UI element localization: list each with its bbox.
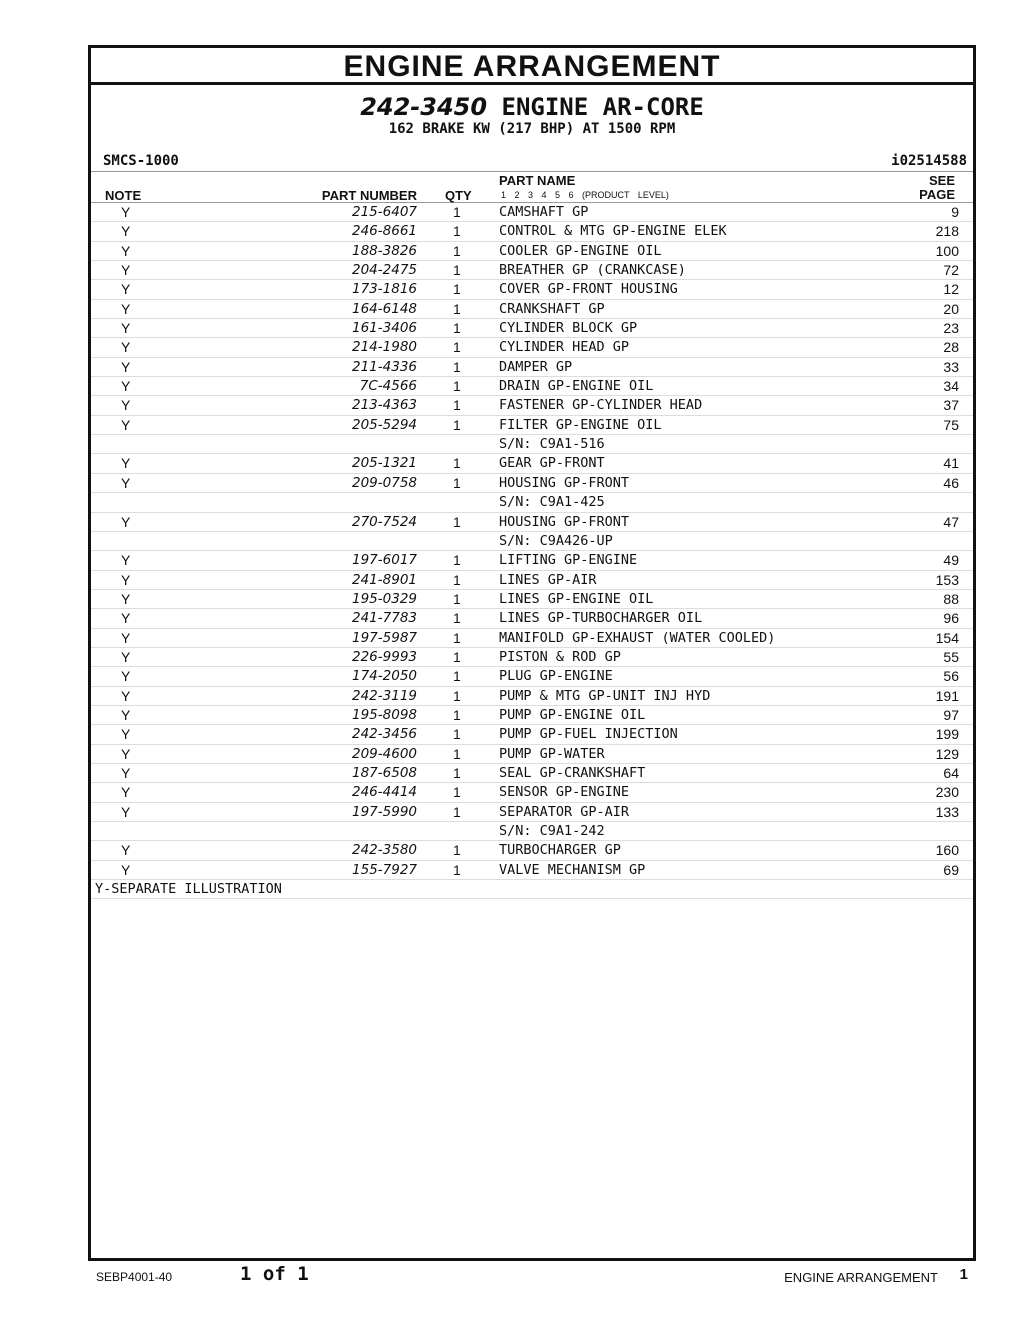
row-note: Y: [121, 726, 131, 743]
row-part-name: PUMP & MTG GP-UNIT INJ HYD: [499, 687, 711, 704]
row-see-page: 97: [943, 706, 959, 723]
table-row: [91, 590, 973, 609]
row-qty: 1: [453, 764, 461, 781]
row-note: Y: [121, 378, 131, 395]
row-part-number: 214-1980: [352, 339, 417, 356]
row-qty: 1: [453, 397, 461, 414]
footnote: Y-SEPARATE ILLUSTRATION: [95, 881, 282, 898]
row-part-number: 241-7783: [352, 610, 417, 627]
table-row: [91, 861, 973, 880]
table-row: [91, 822, 973, 841]
row-part-name: LINES GP-AIR: [499, 571, 597, 588]
header-note: NOTE: [105, 188, 142, 203]
row-qty: 1: [453, 803, 461, 820]
row-note: Y: [121, 590, 131, 607]
parts-table: [91, 203, 973, 880]
table-row: [91, 396, 973, 415]
row-note: Y: [121, 339, 131, 356]
row-part-number: 241-8901: [352, 571, 417, 588]
row-part-number: 174-2050: [352, 668, 417, 685]
row-see-page: 55: [943, 648, 959, 665]
row-note: Y: [121, 842, 131, 859]
row-see-page: 96: [943, 610, 959, 627]
row-part-number: 215-6407: [352, 204, 417, 220]
table-row: [91, 609, 973, 628]
row-part-number: 164-6148: [352, 300, 417, 317]
row-note: Y: [121, 397, 131, 414]
row-note: Y: [121, 300, 131, 317]
row-note: Y: [121, 552, 131, 569]
header-page: PAGE: [919, 187, 955, 202]
row-see-page: 12: [943, 281, 959, 298]
row-qty: 1: [453, 706, 461, 723]
row-part-name: SEPARATOR GP-AIR: [499, 803, 630, 820]
row-note: Y: [121, 358, 131, 375]
row-qty: 1: [453, 648, 461, 665]
row-note: Y: [121, 668, 131, 685]
table-row: [91, 783, 973, 802]
row-qty: 1: [453, 687, 461, 704]
table-row: [91, 203, 973, 222]
column-headers: [91, 172, 973, 203]
header-product-levels: 1 2 3 4 5 6 (PRODUCT LEVEL): [501, 190, 669, 200]
smcs-code: SMCS-1000: [103, 153, 179, 169]
row-note: Y: [121, 455, 131, 472]
table-row: [91, 222, 973, 241]
row-see-page: 129: [935, 745, 959, 762]
footer-doc-number: SEBP4001-40: [96, 1270, 173, 1284]
row-see-page: 28: [943, 339, 959, 356]
row-qty: 1: [453, 842, 461, 859]
row-part-name: LIFTING GP-ENGINE: [499, 552, 638, 569]
row-qty: 1: [453, 339, 461, 356]
row-part-name: HOUSING GP-FRONT: [499, 513, 630, 530]
row-see-page: 33: [943, 358, 959, 375]
row-qty: 1: [453, 300, 461, 317]
row-qty: 1: [453, 784, 461, 801]
row-qty: 1: [453, 745, 461, 762]
row-note: Y: [121, 204, 131, 220]
header-see: SEE: [928, 173, 955, 188]
row-note: Y: [121, 629, 131, 646]
footnote-row: [91, 880, 973, 899]
row-part-number: 161-3406: [352, 320, 417, 337]
row-part-number: 173-1816: [352, 281, 417, 298]
row-qty: 1: [453, 610, 461, 627]
row-see-page: 133: [935, 803, 959, 820]
row-see-page: 34: [943, 378, 959, 395]
row-part-name: PUMP GP-WATER: [499, 745, 605, 762]
row-part-number: 195-8098: [352, 706, 417, 723]
row-part-name: DAMPER GP: [499, 358, 573, 375]
table-row: [91, 454, 973, 473]
assembly-title: [91, 93, 973, 121]
row-qty: 1: [453, 455, 461, 472]
row-note: Y: [121, 242, 131, 259]
table-row: [91, 532, 973, 551]
row-part-name: LINES GP-TURBOCHARGER OIL: [499, 610, 703, 627]
row-see-page: 49: [943, 552, 959, 569]
footer-page-number: 1: [959, 1266, 968, 1283]
row-part-name: SEAL GP-CRANKSHAFT: [499, 764, 646, 781]
row-part-number: 246-8661: [352, 223, 417, 240]
row-qty: 1: [453, 223, 461, 240]
row-part-number: 188-3826: [352, 242, 417, 259]
row-part-number: 242-3456: [352, 726, 417, 743]
row-part-name: SENSOR GP-ENGINE: [499, 784, 630, 801]
table-row: [91, 725, 973, 744]
row-note: Y: [121, 223, 131, 240]
row-part-name: COOLER GP-ENGINE OIL: [499, 242, 662, 259]
row-part-name: S/N: C9A426-UP: [499, 532, 613, 549]
table-row: [91, 435, 973, 454]
row-part-name: TURBOCHARGER GP: [499, 842, 621, 859]
row-note: Y: [121, 281, 131, 298]
row-note: Y: [121, 803, 131, 820]
row-see-page: 75: [943, 416, 959, 433]
table-row: [91, 300, 973, 319]
row-note: Y: [121, 513, 131, 530]
table-row: [91, 513, 973, 532]
row-part-name: PUMP GP-ENGINE OIL: [499, 706, 646, 723]
row-qty: 1: [453, 378, 461, 395]
row-part-name: CRANKSHAFT GP: [499, 300, 605, 317]
row-qty: 1: [453, 320, 461, 337]
footer-section: ENGINE ARRANGEMENT: [784, 1270, 938, 1285]
row-part-name: CAMSHAFT GP: [499, 204, 589, 220]
row-part-name: MANIFOLD GP-EXHAUST (WATER COOLED): [499, 629, 776, 646]
row-qty: 1: [453, 590, 461, 607]
row-see-page: 88: [943, 590, 959, 607]
row-see-page: 191: [935, 687, 959, 704]
row-note: Y: [121, 784, 131, 801]
assembly-part-number: 242-3450: [360, 93, 488, 121]
row-part-number: 197-5990: [352, 803, 417, 820]
row-qty: 1: [453, 726, 461, 743]
row-part-name: GEAR GP-FRONT: [499, 455, 605, 472]
row-see-page: 160: [935, 842, 959, 859]
engine-rating: 162 BRAKE KW (217 BHP) AT 1500 RPM: [388, 121, 676, 137]
row-qty: 1: [453, 629, 461, 646]
row-part-number: 7C-4566: [359, 378, 417, 395]
table-row: [91, 841, 973, 860]
code-row: [91, 137, 973, 172]
footer-page-count: 1 of 1: [240, 1263, 309, 1285]
row-see-page: 72: [943, 262, 959, 279]
row-part-name: BREATHER GP (CRANKCASE): [499, 262, 686, 279]
row-qty: 1: [453, 262, 461, 279]
assembly-heading: [91, 85, 973, 137]
row-see-page: 69: [943, 861, 959, 878]
header-part-number: PART NUMBER: [321, 188, 417, 203]
row-part-name: CYLINDER BLOCK GP: [499, 320, 638, 337]
table-row: [91, 493, 973, 512]
row-qty: 1: [453, 861, 461, 878]
table-row: [91, 377, 973, 396]
row-note: Y: [121, 861, 131, 878]
row-see-page: 46: [943, 474, 959, 491]
table-row: [91, 242, 973, 261]
table-row: [91, 319, 973, 338]
table-row: [91, 571, 973, 590]
row-qty: 1: [453, 571, 461, 588]
row-part-number: 187-6508: [352, 764, 417, 781]
table-row: [91, 706, 973, 725]
header-see-page: [919, 174, 955, 202]
row-qty: 1: [453, 474, 461, 491]
row-see-page: 153: [935, 571, 959, 588]
row-note: Y: [121, 648, 131, 665]
row-note: Y: [121, 764, 131, 781]
row-part-number: 270-7524: [352, 513, 417, 530]
row-part-name: CYLINDER HEAD GP: [499, 339, 630, 356]
row-qty: 1: [453, 281, 461, 298]
document-id: i02514588: [891, 153, 967, 169]
row-part-number: 211-4336: [352, 358, 417, 375]
row-part-number: 197-6017: [352, 552, 417, 569]
row-part-number: 209-0758: [352, 474, 417, 491]
row-qty: 1: [453, 416, 461, 433]
table-row: [91, 629, 973, 648]
row-note: Y: [121, 416, 131, 433]
row-see-page: 56: [943, 668, 959, 685]
row-part-name: PUMP GP-FUEL INJECTION: [499, 726, 678, 743]
table-row: [91, 745, 973, 764]
row-part-name: S/N: C9A1-516: [499, 436, 605, 453]
row-part-name: S/N: C9A1-425: [499, 494, 605, 511]
row-part-name: S/N: C9A1-242: [499, 823, 605, 839]
row-part-name: VALVE MECHANISM GP: [499, 861, 646, 878]
row-part-number: 205-5294: [352, 416, 417, 433]
row-qty: 1: [453, 242, 461, 259]
row-qty: 1: [453, 513, 461, 530]
row-see-page: 230: [935, 784, 959, 801]
row-note: Y: [121, 745, 131, 762]
row-part-name: COVER GP-FRONT HOUSING: [499, 281, 678, 298]
row-part-name: FASTENER GP-CYLINDER HEAD: [499, 397, 703, 414]
row-note: Y: [121, 706, 131, 723]
row-see-page: 100: [935, 242, 959, 259]
row-part-name: PLUG GP-ENGINE: [499, 668, 613, 685]
row-part-name: FILTER GP-ENGINE OIL: [499, 416, 662, 433]
row-see-page: 20: [943, 300, 959, 317]
row-part-number: 155-7927: [352, 861, 417, 878]
page-title: ENGINE ARRANGEMENT: [343, 50, 721, 83]
table-row: [91, 648, 973, 667]
row-note: Y: [121, 320, 131, 337]
row-see-page: 154: [935, 629, 959, 646]
row-see-page: 47: [943, 513, 959, 530]
row-note: Y: [121, 571, 131, 588]
row-part-number: 197-5987: [352, 629, 417, 646]
row-qty: 1: [453, 358, 461, 375]
table-row: [91, 764, 973, 783]
row-see-page: 199: [935, 726, 959, 743]
table-row: [91, 667, 973, 686]
row-part-number: 242-3119: [352, 687, 417, 704]
table-row: [91, 416, 973, 435]
table-row: [91, 261, 973, 280]
table-row: [91, 338, 973, 357]
row-part-number: 213-4363: [352, 397, 417, 414]
row-see-page: 23: [943, 320, 959, 337]
row-note: Y: [121, 610, 131, 627]
row-part-number: 242-3580: [352, 842, 417, 859]
row-part-number: 226-9993: [352, 648, 417, 665]
assembly-name: ENGINE AR-CORE: [501, 93, 704, 121]
row-part-name: HOUSING GP-FRONT: [499, 474, 630, 491]
row-see-page: 218: [935, 223, 959, 240]
row-part-name: PISTON & ROD GP: [499, 648, 621, 665]
table-row: [91, 280, 973, 299]
row-see-page: 41: [943, 455, 959, 472]
table-row: [91, 551, 973, 570]
row-part-number: 195-0329: [352, 590, 417, 607]
row-part-name: LINES GP-ENGINE OIL: [499, 590, 654, 607]
row-see-page: 64: [943, 764, 959, 781]
row-qty: 1: [453, 668, 461, 685]
row-part-number: 209-4600: [352, 745, 417, 762]
row-see-page: 37: [943, 397, 959, 414]
row-part-number: 204-2475: [352, 262, 417, 279]
row-qty: 1: [453, 552, 461, 569]
row-qty: 1: [453, 204, 461, 220]
header-qty: QTY: [445, 188, 472, 203]
row-note: Y: [121, 262, 131, 279]
table-row: [91, 358, 973, 377]
row-part-name: DRAIN GP-ENGINE OIL: [499, 378, 654, 395]
row-note: Y: [121, 687, 131, 704]
row-part-number: 205-1321: [352, 455, 417, 472]
row-note: Y: [121, 474, 131, 491]
row-see-page: 9: [951, 204, 959, 220]
header-part-name: PART NAME: [499, 173, 576, 188]
row-part-number: 246-4414: [352, 784, 417, 801]
row-part-name: CONTROL & MTG GP-ENGINE ELEK: [499, 223, 727, 240]
table-row: [91, 803, 973, 822]
title-bar: [91, 48, 973, 85]
table-row: [91, 474, 973, 493]
table-row: [91, 687, 973, 706]
parts-list-frame: [88, 45, 976, 1261]
